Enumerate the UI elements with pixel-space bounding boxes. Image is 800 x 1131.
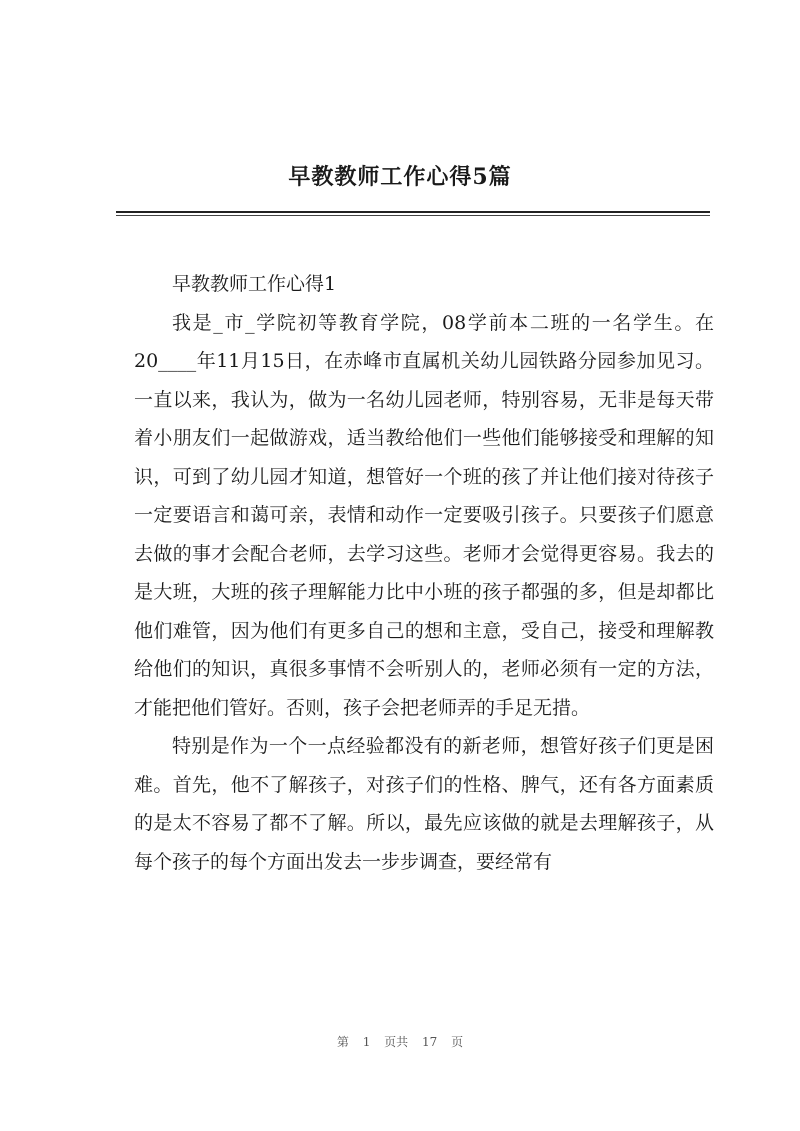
- page-footer: 第 1 页共 17 页: [336, 1035, 464, 1049]
- document-title: 早教教师工作心得5篇: [288, 164, 512, 190]
- body-paragraph: 我是_市_学院初等教育学院，08学前本二班的一名学生。在20____年11月15日，在赤峰市直属机关幼儿园铁路分园参加见习。一直以来，我认为，做为一名幼儿园老师，特别容易，无非是每天带着小朋友们一起做游戏，适当教给他们一些他们能够接受和理解的知识，可到了幼儿园才知道，想管好一个班的孩了并让他们接对待孩子一定要语言和蔼可亲，表情和动作一定要吸引孩子。只要孩子们愿意去做的事才会配合老师，去学习这些。老师才会觉得更容易。我去的是大班，大班的孩子理解能力比中小班的孩子都强的多，但是却都比他们难管，因为他们有更多自己的想和主意，受自己，接受和理解教给他们的知识，真很多事情不会听别人的，老师必须有一定的方法，才能把他们管好。否则，孩子会把老师弄的手足无措。: [134, 311, 714, 719]
- document-body: [134, 265, 714, 881]
- title-divider: [116, 211, 710, 213]
- title-divider-thin: [116, 215, 710, 216]
- body-paragraph: 特别是作为一个一点经验都没有的新老师，想管好孩子们更是困难。首先，他不了解孩子，对孩子们的性格、脾气，还有各方面素质的是太不容易了都不了解。所以，最先应该做的就是去理解孩子，从每个孩子的每个方面出发去一步步调查，要经常有: [134, 735, 714, 873]
- section-heading: 早教教师工作心得1: [172, 273, 337, 295]
